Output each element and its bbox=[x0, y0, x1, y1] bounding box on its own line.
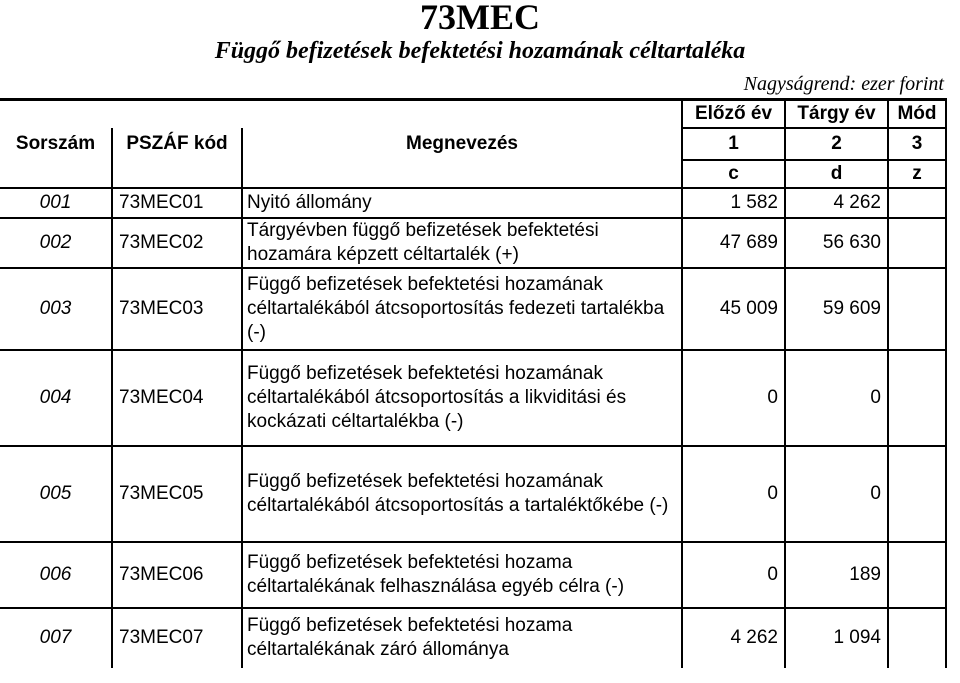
table-row bbox=[0, 446, 946, 542]
row-mode bbox=[888, 268, 946, 350]
row-sorszam: 004 bbox=[0, 350, 112, 446]
header-row-letters bbox=[0, 160, 946, 188]
table-row bbox=[0, 218, 946, 268]
table-row bbox=[0, 608, 946, 668]
row-name: Függő befizetések befektetési hozamának céltartalékából átcsoportosítás a likviditási és kockázati céltartalékba (-) bbox=[242, 350, 682, 446]
row-code: 73MEC05 bbox=[112, 446, 242, 542]
report-title: 73MEC bbox=[420, 0, 540, 37]
row-code: 73MEC01 bbox=[112, 188, 242, 218]
col-letter-d: d bbox=[785, 160, 888, 188]
row-code: 73MEC07 bbox=[112, 608, 242, 668]
row-name: Nyitó állomány bbox=[242, 188, 682, 218]
row-sorszam: 001 bbox=[0, 188, 112, 218]
col-letter-z: z bbox=[888, 160, 946, 188]
row-mode bbox=[888, 608, 946, 668]
row-mode bbox=[888, 218, 946, 268]
row-current-value: 4 262 bbox=[785, 188, 888, 218]
row-current-value: 59 609 bbox=[785, 268, 888, 350]
col-pszaf: PSZÁF kód bbox=[112, 128, 242, 160]
row-name: Függő befizetések befektetési hozama céltartalékának felhasználása egyéb célra (-) bbox=[242, 542, 682, 608]
report-subtitle: Függő befizetések befektetési hozamának céltartaléka bbox=[214, 38, 746, 64]
row-sorszam: 007 bbox=[0, 608, 112, 668]
col-mode: Mód bbox=[888, 100, 946, 128]
header-row-main bbox=[0, 128, 946, 160]
col-current-year: Tárgy év bbox=[785, 100, 888, 128]
row-sorszam: 006 bbox=[0, 542, 112, 608]
row-prev-value: 1 582 bbox=[682, 188, 785, 218]
row-code: 73MEC04 bbox=[112, 350, 242, 446]
row-name: Tárgyévben függő befizetések befektetési hozamára képzett céltartalék (+) bbox=[242, 218, 682, 268]
row-code: 73MEC03 bbox=[112, 268, 242, 350]
row-name: Függő befizetések befektetési hozamának céltartalékából átcsoportosítás fedezeti tartalékba (-) bbox=[242, 268, 682, 350]
col-num-3: 3 bbox=[888, 128, 946, 160]
row-prev-value: 47 689 bbox=[682, 218, 785, 268]
table-row bbox=[0, 188, 946, 218]
row-prev-value: 4 262 bbox=[682, 608, 785, 668]
table-row bbox=[0, 542, 946, 608]
col-num-2: 2 bbox=[785, 128, 888, 160]
row-mode bbox=[888, 350, 946, 446]
col-letter-c: c bbox=[682, 160, 785, 188]
row-current-value: 0 bbox=[785, 350, 888, 446]
row-mode bbox=[888, 542, 946, 608]
report-table bbox=[0, 98, 947, 668]
row-current-value: 1 094 bbox=[785, 608, 888, 668]
row-sorszam: 002 bbox=[0, 218, 112, 268]
row-prev-value: 0 bbox=[682, 542, 785, 608]
row-prev-value: 0 bbox=[682, 350, 785, 446]
row-code: 73MEC06 bbox=[112, 542, 242, 608]
row-current-value: 189 bbox=[785, 542, 888, 608]
row-code: 73MEC02 bbox=[112, 218, 242, 268]
unit-label: Nagyságrend: ezer forint bbox=[743, 73, 944, 95]
row-prev-value: 45 009 bbox=[682, 268, 785, 350]
row-current-value: 0 bbox=[785, 446, 888, 542]
header-row-years bbox=[0, 100, 946, 128]
row-prev-value: 0 bbox=[682, 446, 785, 542]
col-prev-year: Előző év bbox=[682, 100, 785, 128]
row-sorszam: 005 bbox=[0, 446, 112, 542]
row-mode bbox=[888, 188, 946, 218]
col-sorszam: Sorszám bbox=[0, 128, 112, 160]
row-current-value: 56 630 bbox=[785, 218, 888, 268]
row-name: Függő befizetések befektetési hozama céltartalékának záró állománya bbox=[242, 608, 682, 668]
row-mode bbox=[888, 446, 946, 542]
row-name: Függő befizetések befektetési hozamának céltartalékából átcsoportosítás a tartaléktőkébe (-) bbox=[242, 446, 682, 542]
row-sorszam: 003 bbox=[0, 268, 112, 350]
table-row bbox=[0, 350, 946, 446]
col-num-1: 1 bbox=[682, 128, 785, 160]
col-megnevezes: Megnevezés bbox=[242, 128, 682, 160]
table-row bbox=[0, 268, 946, 350]
